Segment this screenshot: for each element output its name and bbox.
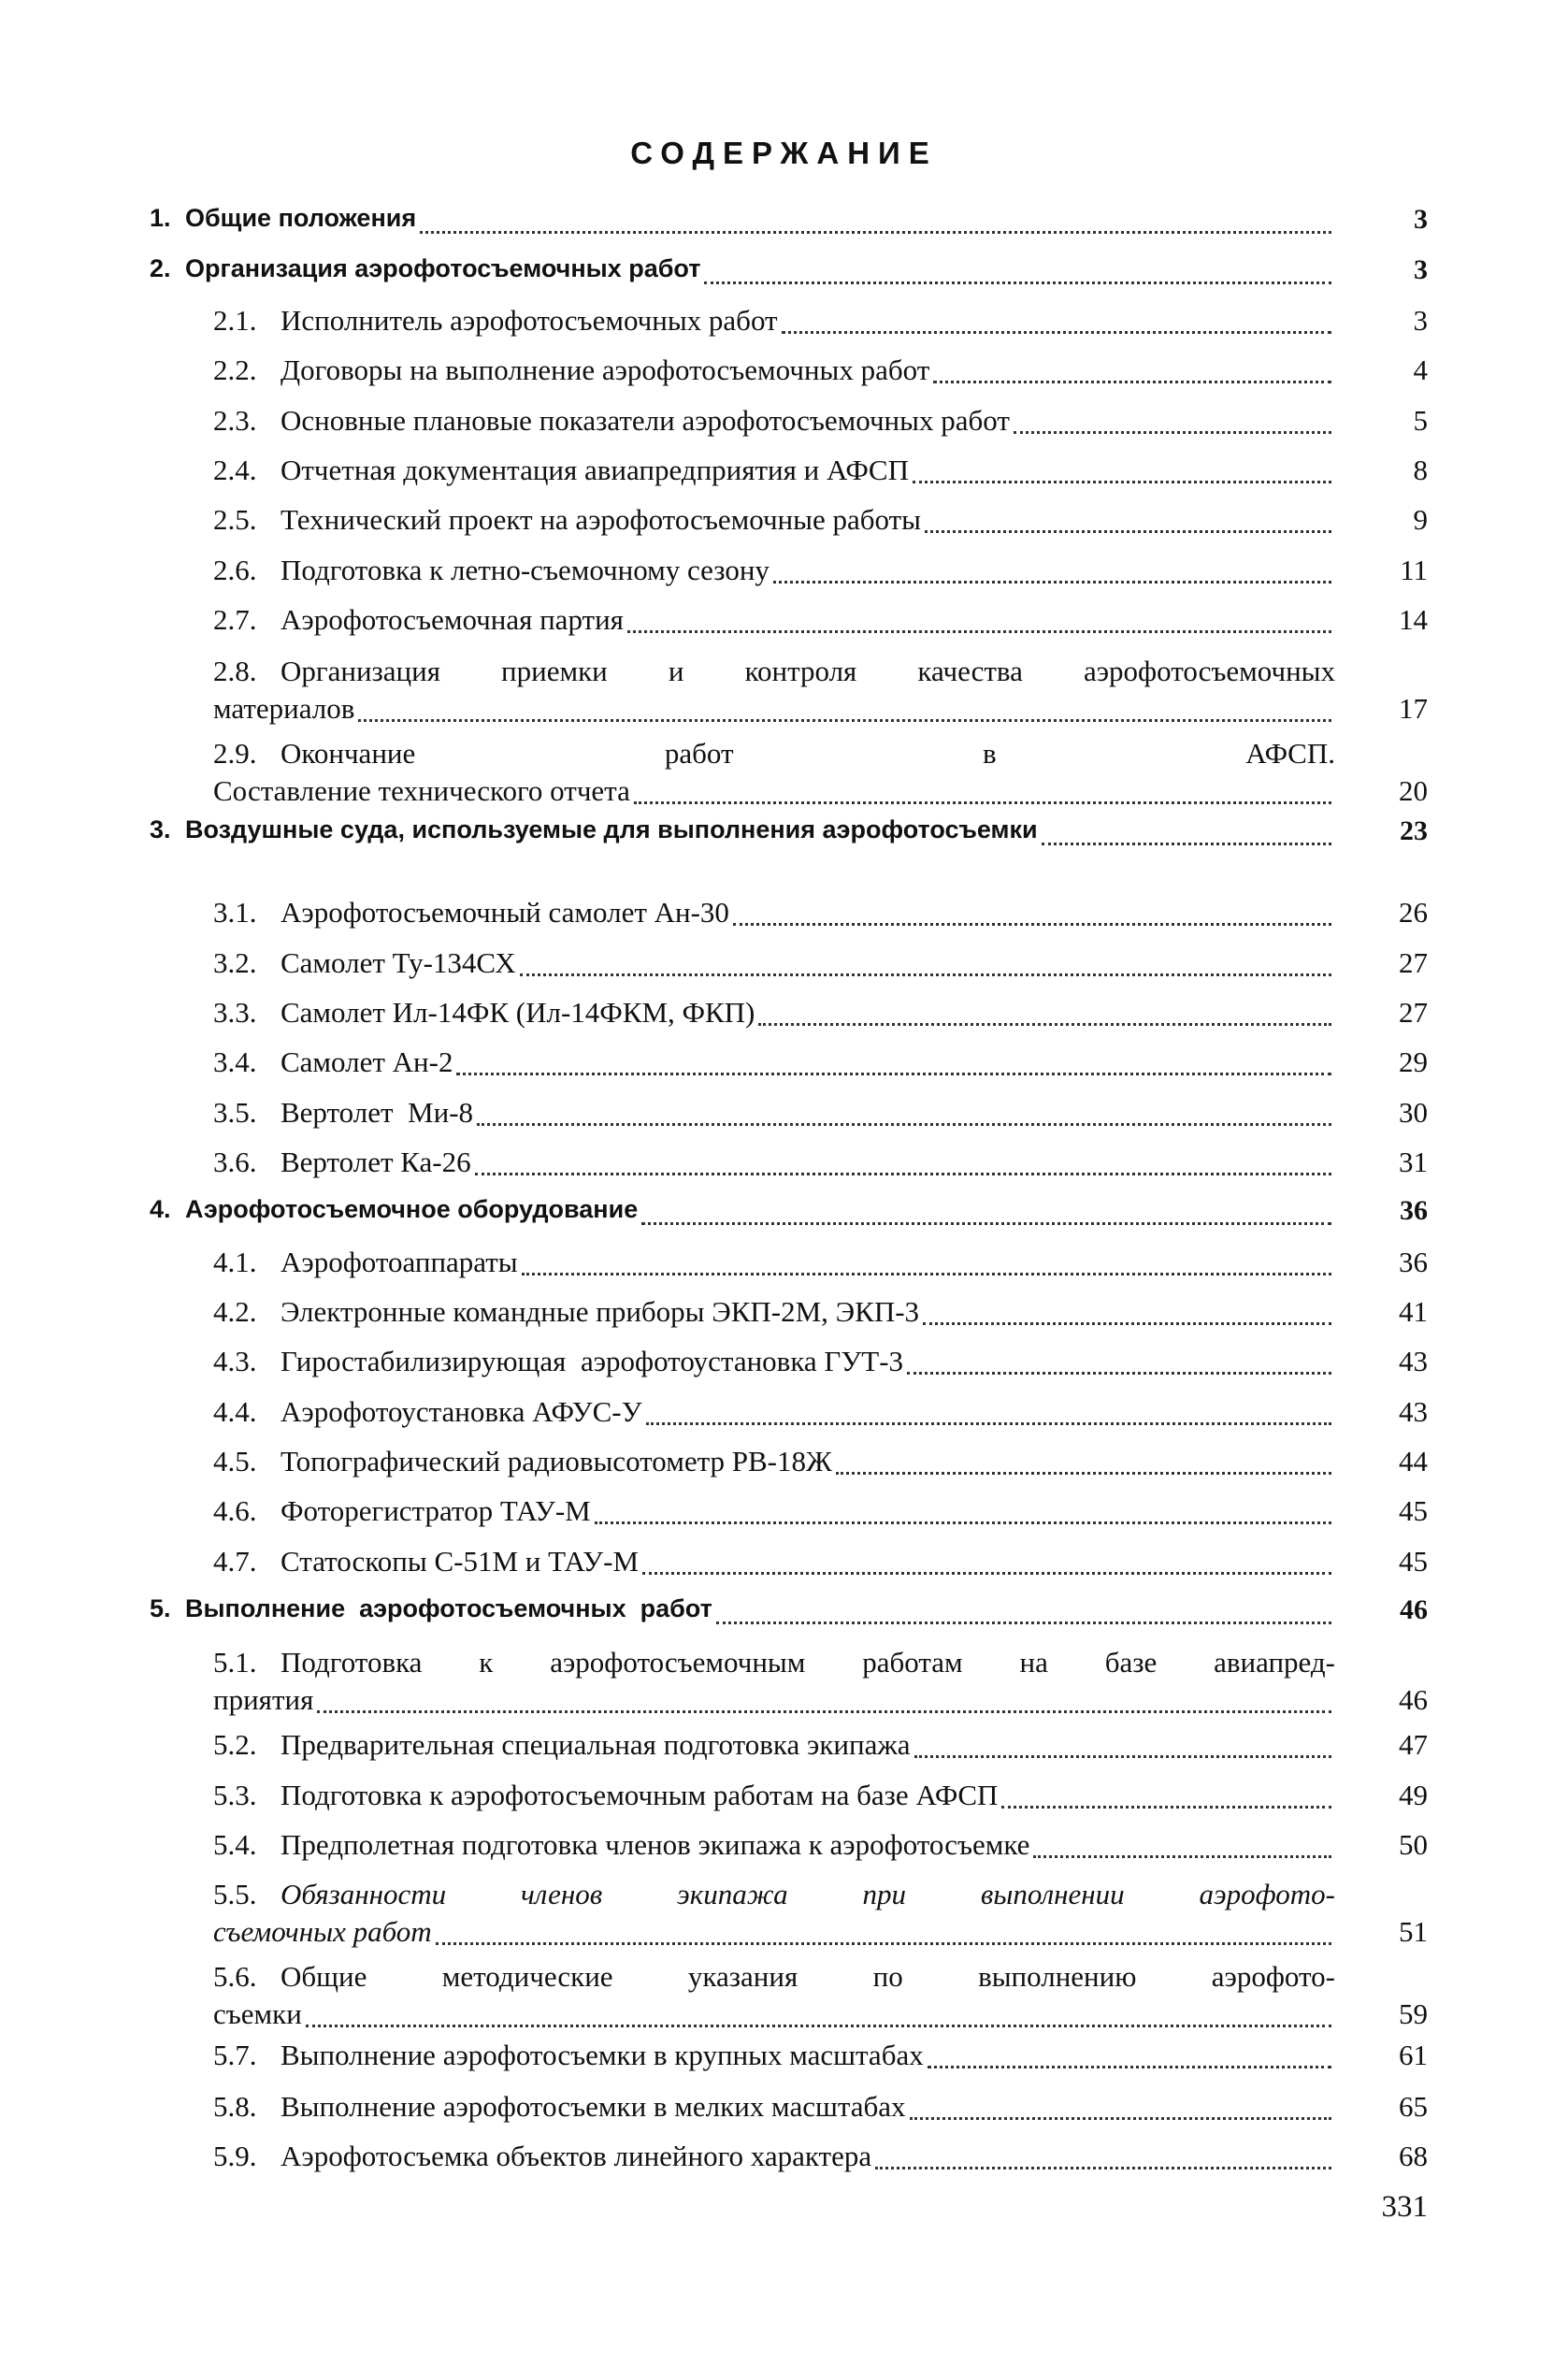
- toc-entry-number: 3.4.: [213, 1045, 257, 1078]
- toc-entry-page: 36: [1400, 1195, 1428, 1226]
- dot-leader: [475, 1173, 1331, 1175]
- toc-entry-title: Воздушные суда, используемые для выполнения аэрофотосъемки: [185, 815, 1038, 843]
- toc-entry-title: Предварительная специальная подготовка экипажа: [281, 1728, 911, 1761]
- toc-entry-page: 65: [1399, 2090, 1428, 2123]
- toc-entry-body: [213, 996, 1335, 1033]
- dot-leader: [923, 1322, 1331, 1325]
- toc-entry-number: 3.: [150, 815, 171, 843]
- toc-entry-number: 3.5.: [213, 1096, 257, 1129]
- toc-entry-page: 50: [1399, 1828, 1428, 1861]
- toc-entry-title: Подготовка к аэрофотосъемочным работам на базе АФСП: [281, 1779, 999, 1811]
- toc-entry-page: 17: [1399, 692, 1428, 725]
- toc-entry-body: [213, 1295, 1335, 1333]
- dot-leader: [627, 630, 1331, 633]
- toc-entry-page: 3: [1413, 304, 1428, 337]
- toc-entry-page: 27: [1399, 946, 1428, 979]
- toc-entry-title: материалов: [213, 692, 355, 725]
- toc-entry-body: [213, 1345, 1335, 1382]
- dot-leader: [520, 973, 1331, 976]
- toc-entry-title: Выполнение аэрофотосъемки в мелких масштабах: [281, 2090, 906, 2123]
- toc-entry-number: 4.2.: [213, 1295, 257, 1328]
- toc-entry-body: [213, 353, 1335, 391]
- toc-entry-body: [213, 304, 1335, 341]
- toc-entry-body: [213, 1096, 1335, 1133]
- toc-entry-body: [213, 2039, 1335, 2076]
- dot-leader: [436, 1942, 1331, 1945]
- toc-entry-number: 2.8.: [213, 655, 257, 687]
- toc-entry-number: 3.1.: [213, 896, 257, 929]
- toc-entry-page: 11: [1400, 554, 1428, 586]
- toc-entry-title: Общие положения: [185, 204, 417, 232]
- toc-entry-number: 2.1.: [213, 304, 257, 337]
- toc-entry-page: 46: [1399, 1683, 1428, 1716]
- toc-entry-number: 5.8.: [213, 2090, 257, 2123]
- dot-leader: [358, 719, 1331, 722]
- toc-entry-title: Технический проект на аэрофотосъемочные работы: [281, 503, 921, 536]
- toc-entry-page: 3: [1414, 254, 1428, 285]
- toc-entry-title: Вертолет Ми-8: [281, 1096, 474, 1129]
- toc-entry-title: Аэрофотосъемка объектов линейного характера: [281, 2140, 872, 2172]
- toc-entry-title-line1: [213, 1960, 1335, 1997]
- toc-entry-body: [213, 1445, 1335, 1482]
- toc-entry-number: 4.1.: [213, 1246, 257, 1278]
- toc-entry-number: 5.6.: [213, 1960, 257, 1993]
- dot-leader: [456, 1073, 1331, 1075]
- toc-entry-number: 2.5.: [213, 503, 257, 536]
- toc-entry-body: [150, 1195, 1335, 1232]
- toc-entry-number: 5.: [150, 1594, 171, 1622]
- dot-leader: [716, 1622, 1331, 1624]
- dot-leader: [642, 1572, 1331, 1575]
- dot-leader: [634, 801, 1331, 804]
- toc-entry-body: [213, 1494, 1335, 1532]
- toc-entry-page: 27: [1399, 996, 1428, 1029]
- toc-entry-title-first-line: Подготовка к аэрофотосъемочным работам на базе авиапред-: [281, 1646, 1335, 1679]
- dot-leader: [522, 1273, 1331, 1276]
- toc-entry-title: съемочных работ: [213, 1915, 432, 1948]
- toc-entry-title: Фоторегистратор ТАУ-М: [281, 1494, 591, 1527]
- toc-entry-number: 2.7.: [213, 603, 257, 636]
- toc-entry-title-first-line: Окончание работ в АФСП.: [281, 737, 1335, 770]
- toc-entry-number: 4.6.: [213, 1494, 257, 1527]
- toc-entry-page: 61: [1399, 2039, 1428, 2071]
- toc-entry-body: [213, 655, 1335, 729]
- toc-entry-title: Самолет Ан-2: [281, 1045, 453, 1078]
- toc-entry-page: 29: [1399, 1045, 1428, 1078]
- toc-entry-title-line1: [213, 655, 1335, 692]
- toc-entry-page: 45: [1399, 1545, 1428, 1578]
- dot-leader: [317, 1710, 1331, 1713]
- toc-entry-title: Аэрофотоаппараты: [281, 1246, 518, 1278]
- toc-entry-body: [213, 1646, 1335, 1721]
- toc-entry-number: 5.3.: [213, 1779, 257, 1811]
- toc-entry-page: 41: [1399, 1295, 1428, 1328]
- toc-entry-page: 31: [1399, 1146, 1428, 1178]
- toc-entry-title: Договоры на выполнение аэрофотосъемочных работ: [281, 353, 930, 386]
- dot-leader: [836, 1472, 1331, 1475]
- toc-entry-body: [150, 815, 1335, 853]
- toc-entry-title: приятия: [213, 1683, 314, 1716]
- toc-entry-title-line1: [213, 1878, 1335, 1915]
- toc-entry-page: 51: [1399, 1915, 1428, 1948]
- toc-entry-page: 47: [1399, 1728, 1428, 1761]
- toc-entry-title: Исполнитель аэрофотосъемочных работ: [281, 304, 778, 337]
- dot-leader: [910, 2117, 1331, 2120]
- toc-entry-body: [213, 946, 1335, 984]
- dot-leader: [913, 481, 1331, 483]
- toc-entry-body: [213, 1728, 1335, 1766]
- toc-entry-title: Составление технического отчета: [213, 774, 630, 807]
- toc-entry-title-first-line: Общие методические указания по выполнению аэрофото-: [281, 1960, 1335, 1993]
- toc-entry-number: 2.: [150, 254, 171, 282]
- toc-entry-body: [213, 737, 1335, 812]
- toc-entry-title: Гиростабилизирующая аэрофотоустановка ГУТ-3: [281, 1345, 904, 1377]
- toc-entry-number: 2.6.: [213, 554, 257, 586]
- toc-entry-title-line1: [213, 1646, 1335, 1683]
- page-number: 331: [1381, 2190, 1428, 2224]
- toc-entry-title: Выполнение аэрофотосъемки в крупных масштабах: [281, 2039, 924, 2071]
- toc-entry-title: Самолет Ил-14ФК (Ил-14ФКМ, ФКП): [281, 996, 755, 1029]
- dot-leader: [925, 530, 1331, 533]
- toc-entry-page: 8: [1413, 454, 1428, 486]
- toc-entry-body: [213, 1246, 1335, 1283]
- toc-entry-body: [213, 1045, 1335, 1083]
- toc-entry-body: [213, 554, 1335, 591]
- toc-entry-title: Выполнение аэрофотосъемочных работ: [185, 1594, 712, 1622]
- toc-entry-title: Подготовка к летно-съемочному сезону: [281, 554, 770, 586]
- toc-entry-number: 2.2.: [213, 353, 257, 386]
- toc-entry-number: 1.: [150, 204, 171, 232]
- toc-entry-page: 20: [1399, 774, 1428, 807]
- toc-entry-body: [213, 896, 1335, 933]
- dot-leader: [782, 331, 1331, 334]
- dot-leader: [733, 923, 1331, 926]
- toc-entry-page: 30: [1399, 1096, 1428, 1129]
- toc-entry-title: Аэрофотоустановка АФУС-У: [281, 1395, 642, 1428]
- dot-leader: [420, 231, 1331, 234]
- dot-leader: [595, 1521, 1331, 1524]
- toc-entry-title: Основные плановые показатели аэрофотосъемочных работ: [281, 404, 1010, 437]
- toc-entry-page: 23: [1400, 815, 1428, 846]
- toc-entry-title: Статоскопы С-51М и ТАУ-М: [281, 1545, 640, 1578]
- toc-entry-number: 5.7.: [213, 2039, 257, 2071]
- toc-entry-body: [213, 404, 1335, 441]
- dot-leader: [641, 1222, 1331, 1225]
- toc-entry-page: 36: [1399, 1246, 1428, 1278]
- toc-entry-title: Организация аэрофотосъемочных работ: [185, 254, 701, 282]
- toc-entry-title: Самолет Ту-134СХ: [281, 946, 516, 979]
- toc-entry-body: [213, 1878, 1335, 1953]
- toc-entry-title-first-line: Обязанности членов экипажа при выполнении аэрофото-: [281, 1878, 1335, 1910]
- toc-entry-body: [213, 1779, 1335, 1816]
- toc-entry-body: [213, 1960, 1335, 2035]
- toc-entry-page: 3: [1414, 204, 1428, 235]
- toc-entry-page: 44: [1399, 1445, 1428, 1478]
- toc-entry-number: 3.6.: [213, 1146, 257, 1178]
- toc-entry-number: 4.3.: [213, 1345, 257, 1377]
- toc-entry-number: 3.3.: [213, 996, 257, 1029]
- dot-leader: [758, 1023, 1331, 1026]
- toc-entry-title: Электронные командные приборы ЭКП-2М, ЭКП-3: [281, 1295, 920, 1328]
- toc-entry-number: 5.5.: [213, 1878, 257, 1910]
- toc-entry-body: [213, 503, 1335, 541]
- toc-entry-title: Вертолет Ка-26: [281, 1146, 471, 1178]
- dot-leader: [477, 1123, 1331, 1126]
- toc-entry-title: Предполетная подготовка членов экипажа к аэрофотосъемке: [281, 1828, 1030, 1861]
- toc-entry-number: 2.9.: [213, 737, 257, 770]
- toc-entry-page: 26: [1399, 896, 1428, 929]
- toc-entry-body: [213, 1146, 1335, 1183]
- toc-entry-page: 43: [1399, 1345, 1428, 1377]
- toc-entry-title-line1: [213, 737, 1335, 774]
- toc-entry-title: Аэрофотосъемочный самолет Ан-30: [281, 896, 729, 929]
- toc-entry-number: 2.4.: [213, 454, 257, 486]
- dot-leader: [875, 2167, 1331, 2169]
- toc-entry-body: [150, 254, 1335, 292]
- toc-entry-title: Отчетная документация авиапредприятия и АФСП: [281, 454, 909, 486]
- toc-entry-body: [150, 1594, 1335, 1632]
- dot-leader: [1014, 431, 1331, 434]
- toc-entry-number: 5.1.: [213, 1646, 257, 1679]
- toc-entry-page: 43: [1399, 1395, 1428, 1428]
- toc-entry-number: 5.9.: [213, 2140, 257, 2172]
- toc-entry-number: 4.4.: [213, 1395, 257, 1428]
- toc-entry-body: [213, 454, 1335, 491]
- toc-entry-page: 46: [1400, 1594, 1428, 1625]
- dot-leader: [1033, 1855, 1331, 1858]
- dot-leader: [646, 1422, 1331, 1425]
- toc-entry-number: 3.2.: [213, 946, 257, 979]
- toc-entry-page: 59: [1399, 1997, 1428, 2030]
- dot-leader: [1042, 843, 1331, 845]
- toc-entry-body: [213, 1828, 1335, 1866]
- dot-leader: [914, 1755, 1331, 1758]
- toc-entry-number: 2.3.: [213, 404, 257, 437]
- dot-leader: [907, 1372, 1331, 1375]
- dot-leader: [928, 2066, 1331, 2068]
- dot-leader: [704, 281, 1331, 284]
- toc-entry-page: 68: [1399, 2140, 1428, 2172]
- toc-entry-page: 4: [1413, 353, 1428, 386]
- toc-entry-body: [213, 1545, 1335, 1582]
- toc-entry-title: съемки: [213, 1997, 302, 2030]
- toc-entry-title: Аэрофотосъемочная партия: [281, 603, 624, 636]
- toc-entry-title: Топографический радиовысотометр РВ-18Ж: [281, 1445, 832, 1478]
- toc-entry-page: 14: [1399, 603, 1428, 636]
- toc-entry-body: [213, 2090, 1335, 2127]
- page-title: СОДЕРЖАНИЕ: [630, 136, 938, 170]
- toc-entry-title-first-line: Организация приемки и контроля качества аэрофотосъемочных: [281, 655, 1335, 687]
- toc-entry-page: 49: [1399, 1779, 1428, 1811]
- toc-entry-page: 45: [1399, 1494, 1428, 1527]
- toc-entry-page: 5: [1413, 404, 1428, 437]
- toc-entry-body: [150, 204, 1335, 241]
- toc-entry-number: 4.5.: [213, 1445, 257, 1478]
- dot-leader: [306, 2025, 1331, 2027]
- dot-leader: [933, 381, 1331, 383]
- toc-entry-number: 4.7.: [213, 1545, 257, 1578]
- toc-entry-title: Аэрофотосъемочное оборудование: [185, 1195, 639, 1223]
- toc-entry-number: 5.2.: [213, 1728, 257, 1761]
- toc-entry-body: [213, 1395, 1335, 1433]
- toc-entry-number: 4.: [150, 1195, 171, 1223]
- toc-entry-body: [213, 2140, 1335, 2177]
- toc-entry-body: [213, 603, 1335, 641]
- dot-leader: [1001, 1806, 1331, 1809]
- toc-entry-number: 5.4.: [213, 1828, 257, 1861]
- toc-entry-page: 9: [1413, 503, 1428, 536]
- dot-leader: [773, 581, 1331, 584]
